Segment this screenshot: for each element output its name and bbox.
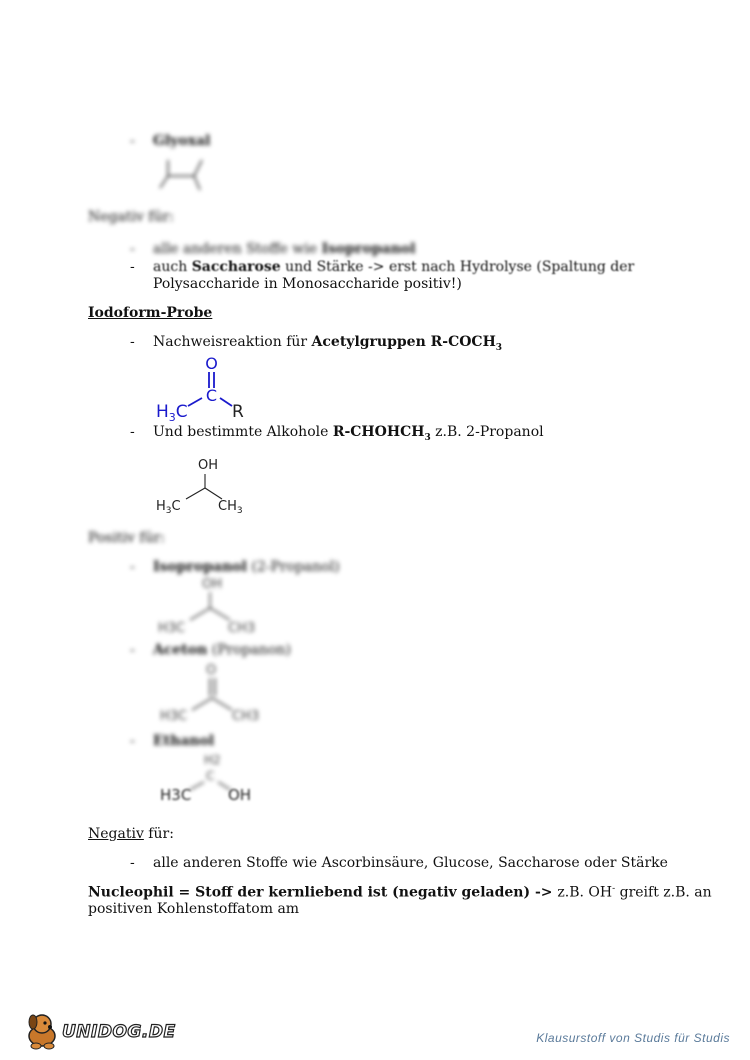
dog-icon xyxy=(22,1010,64,1050)
footer-tagline: Klausurstoff von Studis für Studis xyxy=(536,1031,730,1045)
glyoxal-label: Glyoxal xyxy=(153,133,211,149)
propanol-oh: OH xyxy=(197,458,219,473)
unidog-logo[interactable] xyxy=(22,1010,176,1050)
ethanol-structure-bottom xyxy=(150,782,270,806)
acetyl-o: O xyxy=(205,354,218,373)
nucleophil-line2: positiven Kohlenstoffatom am xyxy=(88,901,300,917)
svg-text:H3C: H3C xyxy=(158,621,186,636)
propanol-h3c: $H_3C$ xyxy=(156,499,181,516)
isopropanol-structure xyxy=(150,572,270,642)
svg-text:OH: OH xyxy=(202,577,223,592)
propanol-structure xyxy=(150,452,260,516)
negativ-label: Negativ für: xyxy=(88,826,174,842)
propanol-ch3: $CH_3$ xyxy=(218,499,243,516)
svg-text:H3C: H3C xyxy=(160,709,188,724)
logo-text: UNIDOG.DE xyxy=(62,1022,176,1042)
svg-text:H3C: H3C xyxy=(160,786,192,804)
svg-text:H2: H2 xyxy=(204,753,221,767)
acetyl-structure xyxy=(150,352,260,424)
acetyl-c: C xyxy=(205,386,218,405)
glyoxal-structure xyxy=(150,148,220,198)
acetyl-h3c: $H_3C$ xyxy=(156,402,188,424)
svg-text:C: C xyxy=(206,769,215,783)
aceton-structure xyxy=(150,660,280,730)
nucleophil-line1: Nucleophil = Stoff der kernliebend ist (negativ geladen) -> z.B. OH- greift z.B. an xyxy=(88,884,712,901)
iodoform-heading: Iodoform-Probe xyxy=(88,305,213,321)
svg-text:CH3: CH3 xyxy=(228,621,256,636)
saccharose-line2: Polysaccharide in Monosaccharide positiv!) xyxy=(153,276,462,292)
svg-text:O: O xyxy=(206,663,217,678)
svg-text:CH3: CH3 xyxy=(232,709,260,724)
acetyl-r: R xyxy=(232,402,244,422)
svg-text:OH: OH xyxy=(228,786,252,804)
negativ-label-top: Negativ für: xyxy=(88,209,174,225)
positiv-label: Positiv für: xyxy=(88,530,166,546)
